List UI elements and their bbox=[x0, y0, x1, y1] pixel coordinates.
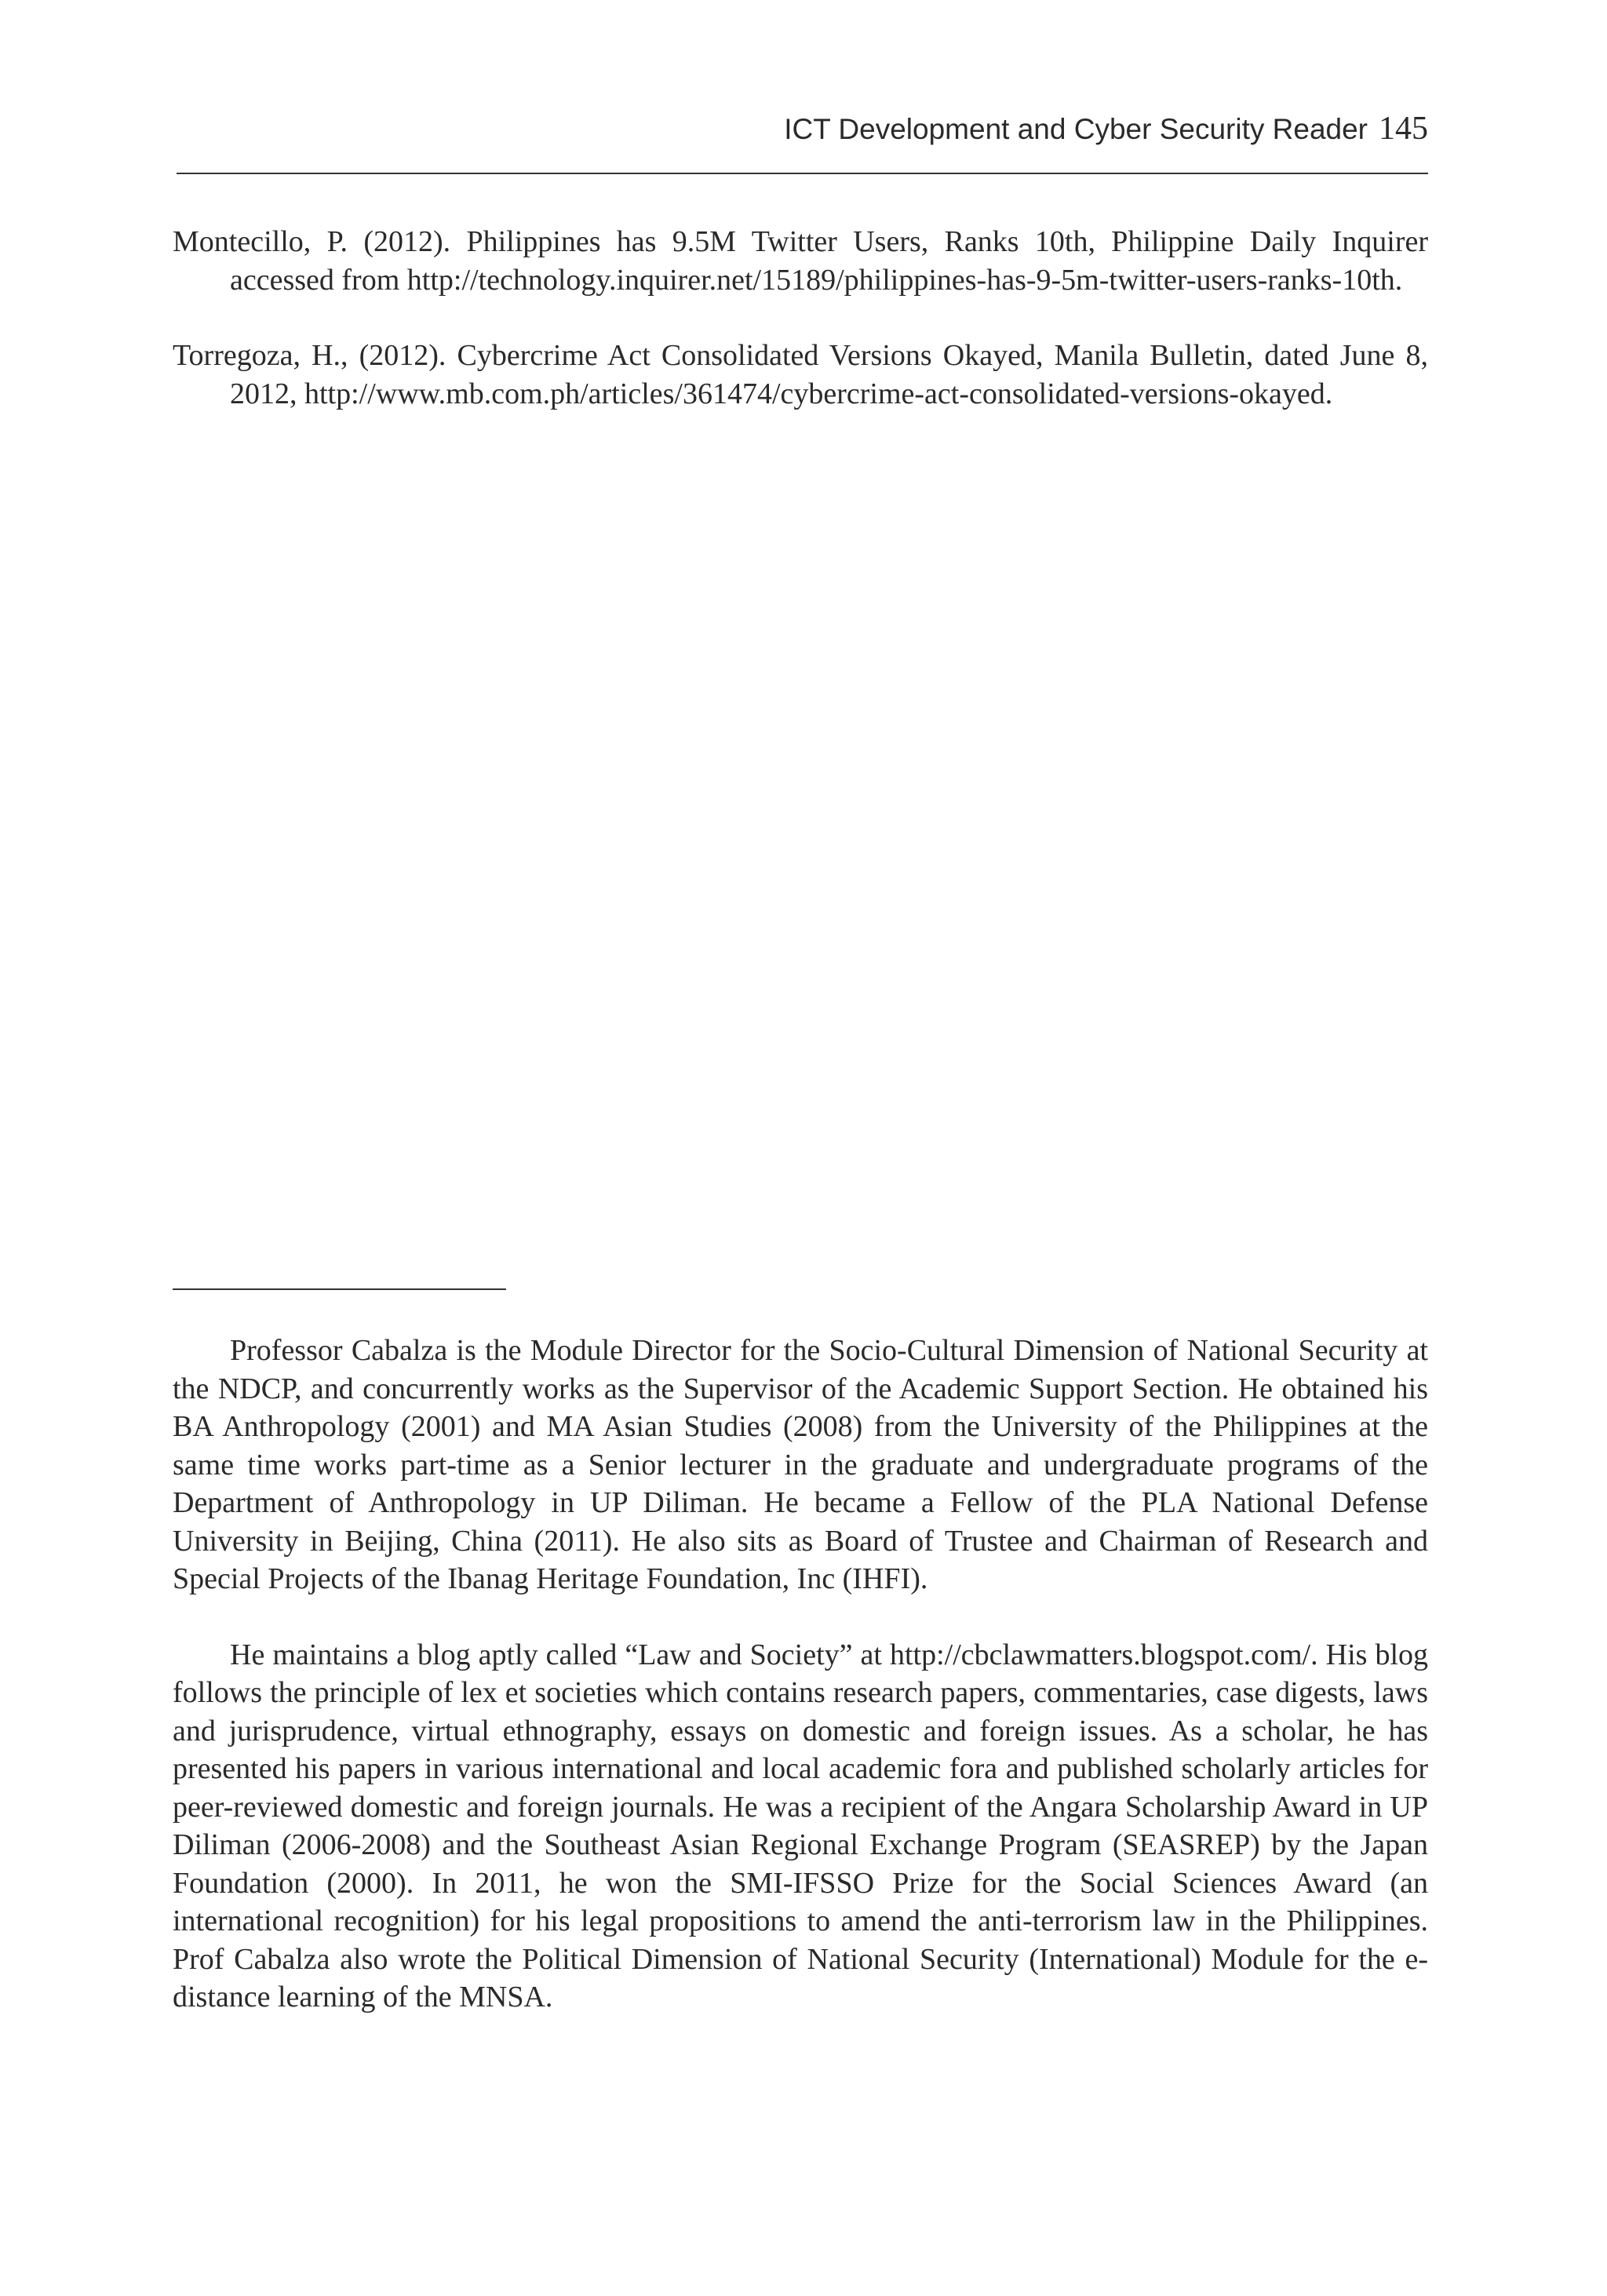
reference-entry: Torregoza, H., (2012). Cybercrime Act Consolidated Versions Okayed, Manila Bulletin, dated June 8, 2012, http://www.mb.com.ph/articles/361474/cybercrime-act-consolidated-versions-okayed. bbox=[173, 339, 1428, 410]
running-header bbox=[177, 110, 1428, 148]
author-bio bbox=[173, 1332, 1428, 2054]
running-title: ICT Development and Cyber Security Reader bbox=[784, 113, 1368, 145]
bio-paragraph: Professor Cabalza is the Module Director for the Socio-Cultural Dimension of National Security at the NDCP, and concurrently works as the Supervisor of the Academic Support Section. He obtained his BA Anthropology (2001) and MA Asian Studies (2008) from the University of the Philippines at the same time works part-time as a Senior lecturer in the graduate and undergraduate programs of the Department of Anthropology in UP Diliman. He became a Fellow of the PLA National Defense University in Beijing, China (2011). He also sits as Board of Trustee and Chairman of Research and Special Projects of the Ibanag Heritage Foundation, Inc (IHFI). bbox=[173, 1334, 1428, 1595]
reference-entry: Montecillo, P. (2012). Philippines has 9.5M Twitter Users, Ranks 10th, Philippine Daily Inquirer accessed from http://technology.inquirer.net/15189/philippines-has-9-5m-twitter-users-ranks-10th. bbox=[173, 225, 1428, 297]
footnote-separator bbox=[173, 1288, 506, 1290]
reference-list bbox=[173, 223, 1428, 450]
bio-paragraph: He maintains a blog aptly called “Law and Society” at http://cbclawmatters.blogspot.com/. His blog follows the principle of lex et societies which contains research papers, commentaries, case digests, laws and jurisprudence, virtual ethnography, essays on domestic and foreign issues. As a scholar, he has presented his papers in various international and local academic fora and published scholarly articles for peer-reviewed domestic and foreign journals. He was a recipient of the Angara Scholarship Award in UP Diliman (2006-2008) and the Southeast Asian Regional Exchange Program (SEASREP) by the Japan Foundation (2000). In 2011, he won the SMI-IFSSO Prize for the Social Sciences Award (an international recognition) for his legal propositions to amend the anti-terrorism law in the Philippines. Prof Cabalza also wrote the Political Dimension of National Security (International) Module for the e-distance learning of the MNSA. bbox=[173, 1638, 1428, 2014]
page-number: 145 bbox=[1379, 111, 1428, 147]
header-rule bbox=[177, 173, 1428, 174]
